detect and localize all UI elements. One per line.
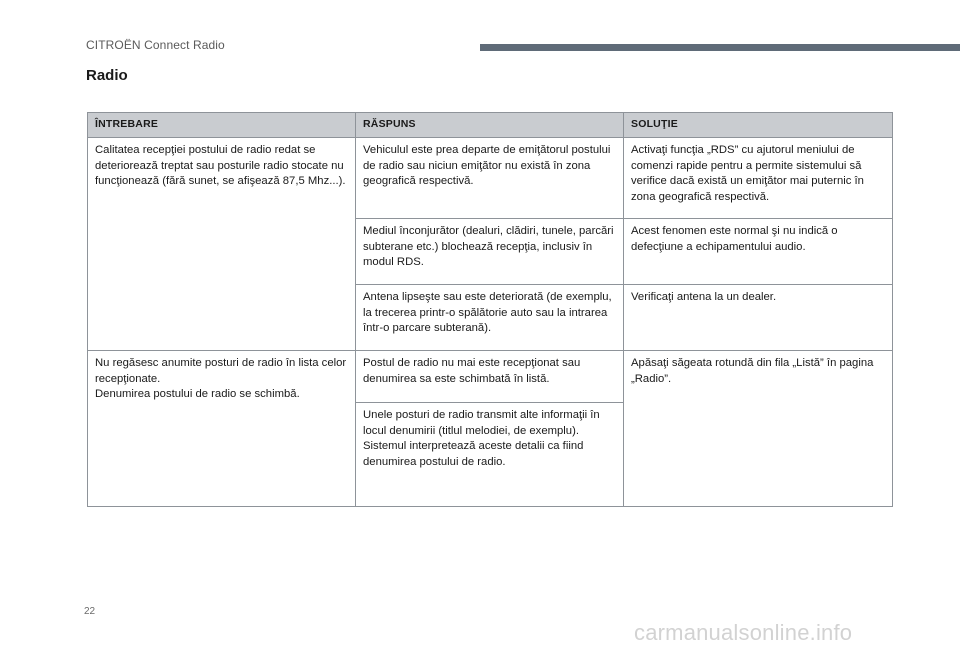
column-header-question: ÎNTREBARE	[88, 113, 356, 138]
answer-cell: Vehiculul este prea departe de emiţătorul postului de radio sau niciun emiţător nu există în zona geografică respectivă.	[356, 138, 624, 219]
question-cell	[88, 351, 356, 507]
troubleshooting-table	[87, 112, 893, 507]
section-title: Radio	[86, 67, 128, 84]
column-header-solution: SOLUŢIE	[624, 113, 893, 138]
table-row	[88, 138, 893, 219]
header-bar	[480, 44, 960, 51]
question-line: Nu regăsesc anumite posturi de radio în lista celor recepţionate.	[95, 357, 347, 385]
table-row	[88, 351, 893, 403]
page-number: 22	[84, 606, 96, 617]
column-header-answer: RĂSPUNS	[356, 113, 624, 138]
table-header-row	[88, 113, 893, 138]
solution-cell: Apăsaţi săgeata rotundă din fila „Listă” în pagina „Radio”.	[624, 351, 893, 507]
solution-cell: Activaţi funcţia „RDS” cu ajutorul meniului de comenzi rapide pentru a permite sistemului să verifice dacă există un emiţător mai puternic în zona geografică respectivă.	[624, 138, 893, 219]
watermark: carmanualsonline.info	[634, 620, 853, 645]
running-header: CITROËN Connect Radio	[86, 38, 225, 52]
answer-cell: Mediul înconjurător (dealuri, clădiri, tunele, parcări subterane etc.) blochează recepţia, inclusiv în modul RDS.	[356, 219, 624, 285]
answer-cell: Antena lipseşte sau este deteriorată (de exemplu, la trecerea printr-o spălătorie auto sau la intrarea într-o parcare subterană).	[356, 285, 624, 351]
solution-cell: Acest fenomen este normal şi nu indică o defecţiune a echipamentului audio.	[624, 219, 893, 285]
question-line: Denumirea postului de radio se schimbă.	[95, 388, 300, 400]
solution-cell: Verificaţi antena la un dealer.	[624, 285, 893, 351]
answer-cell: Unele posturi de radio transmit alte informaţii în locul denumirii (titlul melodiei, de exemplu). Sistemul interpretează aceste detalii ca fiind denumirea postului de radio.	[356, 403, 624, 507]
answer-cell: Postul de radio nu mai este recepţionat sau denumirea sa este schimbată în listă.	[356, 351, 624, 403]
question-cell: Calitatea recepţiei postului de radio redat se deteriorează treptat sau posturile radio stocate nu funcţionează (fără sunet, se afişează 87,5 Mhz...).	[88, 138, 356, 351]
